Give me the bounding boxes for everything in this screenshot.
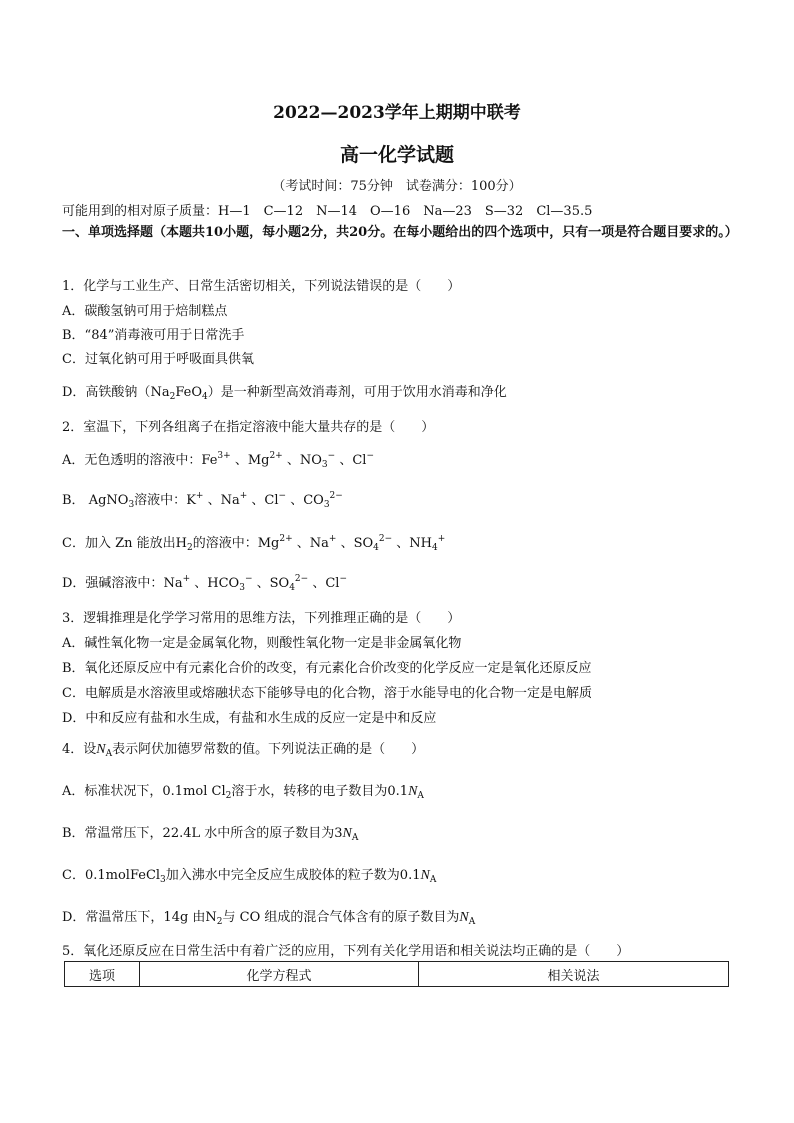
q3-option-c: C．电解质是水溶液里或熔融状态下能够导电的化合物，溶于水能导电的化合物一定是电解质 (62, 686, 592, 701)
table-header-equation: 化学方程式 (140, 962, 419, 987)
exam-info: （考试时间：75分钟 试卷满分：100分） (272, 179, 522, 194)
table-header-row (65, 962, 729, 987)
q4-option-c: C．0.1molFeCl$_3$加入沸水中完全反应生成胶体的粒子数为$0.1N_A$ (62, 868, 437, 885)
q2-option-a: A．无色透明的溶液中：$Fe^{3+}$ 、$Mg^{2+}$ 、$NO_3^-$ 、Cl− (62, 451, 374, 470)
q1-option-c: C．过氧化钠可用于呼吸面具供氧 (62, 352, 254, 367)
q1-stem: 1．化学与工业生产、日常生活密切相关，下列说法错误的是（ ） (62, 279, 461, 294)
ion-list-a: $Fe^{3+}$ 、$Mg^{2+}$ 、$NO_3^-$ 、Cl− (201, 451, 374, 470)
q4-option-b: B．常温常压下，22.4L 水中所含的原子数目为$3N_A$ (62, 826, 359, 843)
q1-option-b: B．“84”消毒液可用于日常洗手 (62, 328, 245, 343)
q2-stem: 2．室温下，下列各组离子在指定溶液中能大量共存的是（ ） (62, 420, 435, 435)
q3-option-b: B．氧化还原反应中有元素化合价的改变，有元素化合价改变的化学反应一定是氧化还原反应 (62, 661, 592, 676)
q5-stem: 5．氧化还原反应在日常生活中有着广泛的应用，下列有关化学用语和相关说法均正确的是（ ） (62, 944, 630, 959)
q5-table (64, 961, 729, 987)
q2-option-b: B． AgNO$_3$溶液中：K+ 、Na+ 、Cl− 、$CO_3^{2-}$ (62, 491, 343, 510)
atomic-masses: 可能用到的相对原子质量：H—1 C—12 N—14 O—16 Na—23 S—32 Cl—35.5 (62, 204, 593, 219)
exam-subtitle: 高一化学试题 (339, 144, 454, 166)
q2-option-d: D．强碱溶液中：Na+ 、$HCO_3^-$ 、$SO_4^{2-}$ 、Cl− (62, 574, 347, 593)
q3-option-a: A．碱性氧化物一定是金属氧化物，则酸性氧化物一定是非金属氧化物 (62, 636, 462, 651)
q4-option-a: A．标准状况下，0.1mol $Cl_2$溶于水，转移的电子数目为$0.1N_A$ (62, 784, 424, 801)
sodium-ferrate-formula: $Na_2FeO_4$ (150, 385, 208, 402)
section-heading: 一、单项选择题（本题共10小题，每小题2分，共20分。在每小题给出的四个选项中，只有一项是符合题目要求的。） (62, 225, 738, 240)
table-header-notes: 相关说法 (419, 962, 729, 987)
exam-title: 2022—2023学年上期期中联考 (273, 103, 521, 123)
q1-option-a: A．碳酸氢钠可用于焙制糕点 (62, 304, 228, 319)
ion-list-d: Na+ 、$HCO_3^-$ 、$SO_4^{2-}$ 、Cl− (163, 574, 347, 593)
ion-list-c: $Mg^{2+}$ 、Na+ 、$SO_4^{2-}$ 、$NH_4^+$ (257, 534, 446, 553)
q3-stem: 3．逻辑推理是化学学习常用的思维方法，下列推理正确的是（ ） (62, 611, 461, 626)
q3-option-d: D．中和反应有盐和水生成，有盐和水生成的反应一定是中和反应 (62, 711, 437, 726)
ion-list-b: K+ 、Na+ 、Cl− 、$CO_3^{2-}$ (186, 491, 343, 510)
q4-stem: 4．设$N_A$表示阿伏加德罗常数的值。下列说法正确的是（ ） (62, 742, 425, 759)
q1-option-d: D．高铁酸钠$(Na_2FeO_4)$是一种新型高效消毒剂，可用于饮用水消毒和净化 (62, 385, 507, 402)
table-header-option: 选项 (65, 962, 140, 987)
q4-option-d: D．常温常压下，14g 由$N_2$与 CO 组成的混合气体含有的原子数目为$N_A$ (62, 910, 476, 927)
q2-option-c: C．加入 Zn 能放出$H_2$的溶液中：$Mg^{2+}$ 、Na+ 、$SO_4^{2-}$ 、$NH_4^+$ (62, 534, 446, 553)
